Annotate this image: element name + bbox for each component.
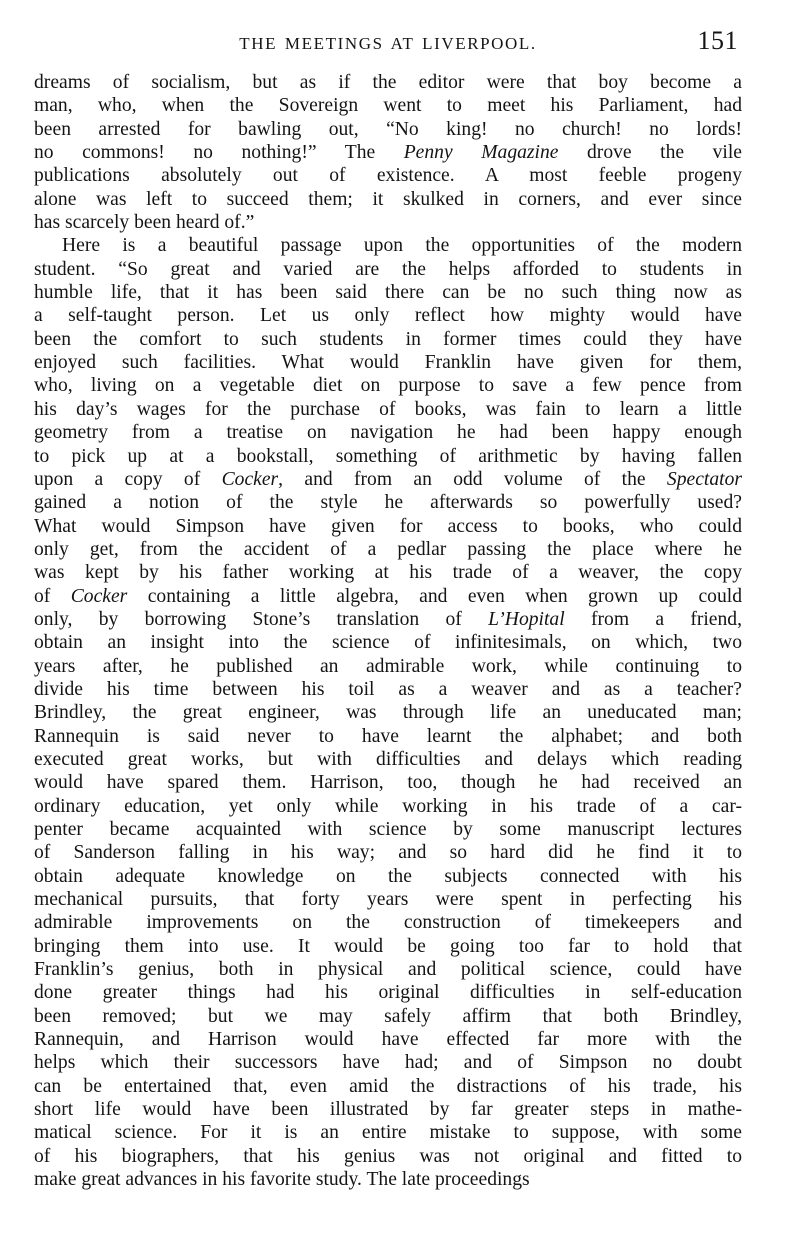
text-line: his day’s wages for the purchase of books, was fain to learn a little — [34, 398, 742, 420]
text-line: executed great works, but with difficulties and delays which reading — [34, 748, 742, 770]
text-line: would have spared them. Harrison, too, though he had received an — [34, 772, 742, 794]
text-line: obtain an insight into the science of infinitesimals, on which, two — [34, 632, 742, 654]
text-line: been removed; but we may safely affirm that both Brindley, — [34, 1005, 742, 1027]
page-number: 151 — [697, 26, 738, 55]
text-line: alone was left to succeed them; it skulked in corners, and ever since — [34, 188, 742, 210]
text-line: admirable improvements on the construction of timekeepers and — [34, 912, 742, 934]
text-line: helps which their successors have had; and of Simpson no doubt — [34, 1052, 742, 1074]
text-line: Brindley, the great engineer, was through life an uneducated man; — [34, 702, 742, 724]
paragraph — [34, 234, 742, 1191]
text-line: ordinary education, yet only while working in his trade of a car- — [34, 795, 742, 817]
text-line: can be entertained that, even amid the distractions of his trade, his — [34, 1075, 742, 1097]
text-line: has scarcely been heard of.” — [34, 212, 255, 234]
text-line: student. “So great and varied are the helps afforded to students in — [34, 258, 742, 280]
running-head — [34, 26, 742, 62]
text-line: been arrested for bawling out, “No king! no church! no lords! — [34, 118, 742, 140]
text-line: no commons! no nothing!” The Penny Magazine drove the vile — [34, 142, 742, 164]
text-line: enjoyed such facilities. What would Franklin have given for them, — [34, 352, 742, 374]
text-line: man, who, when the Sovereign went to meet his Parliament, had — [34, 95, 742, 117]
text-line: a self-taught person. Let us only reflect how mighty would have — [34, 305, 742, 327]
text-line: publications absolutely out of existence. A most feeble progeny — [34, 165, 742, 187]
text-line: mechanical pursuits, that forty years were spent in perfecting his — [34, 889, 742, 911]
paragraph — [34, 71, 742, 234]
text-line: humble life, that it has been said there can be no such thing now as — [34, 282, 742, 304]
text-line: of Cocker containing a little algebra, and even when grown up could — [34, 585, 742, 607]
text-line: upon a copy of Cocker, and from an odd volume of the Spectator — [34, 468, 742, 490]
text-line: Rannequin is said never to have learnt the alphabet; and both — [34, 725, 742, 747]
text-line: who, living on a vegetable diet on purpose to save a few pence from — [34, 375, 742, 397]
text-line: years after, he published an admirable work, while continuing to — [34, 655, 742, 677]
text-line: done greater things had his original difficulties in self-education — [34, 982, 742, 1004]
text-line: make great advances in his favorite study. The late proceedings — [34, 1169, 530, 1191]
text-line: Here is a beautiful passage upon the opportunities of the modern — [62, 235, 742, 257]
text-line: matical science. For it is an entire mistake to suppose, with some — [34, 1122, 742, 1144]
text-line: only get, from the accident of a pedlar passing the place where he — [34, 538, 742, 560]
text-line: obtain adequate knowledge on the subjects connected with his — [34, 865, 742, 887]
text-line: divide his time between his toil as a weaver and as a teacher? — [34, 678, 742, 700]
text-line: only, by borrowing Stone’s translation of L’Hopital from a friend, — [34, 608, 742, 630]
text-line: penter became acquainted with science by some manuscript lectures — [34, 819, 742, 840]
running-title: THE MEETINGS AT LIVERPOOL. — [239, 34, 537, 53]
text-line: geometry from a treatise on navigation he had been happy enough — [34, 422, 742, 444]
text-line: been the comfort to such students in former times could they have — [34, 328, 742, 350]
text-line: was kept by his father working at his trade of a weaver, the copy — [34, 562, 742, 584]
text-line: Franklin’s genius, both in physical and political science, could have — [34, 959, 742, 981]
text-line: bringing them into use. It would be going too far to hold that — [34, 935, 742, 957]
text-line: dreams of socialism, but as if the editor were that boy become a — [34, 72, 742, 93]
text-line: gained a notion of the style he afterwards so powerfully used? — [34, 492, 742, 514]
text-line: of Sanderson falling in his way; and so hard did he find it to — [34, 842, 742, 864]
text-line: to pick up at a bookstall, something of arithmetic by having fallen — [34, 445, 742, 467]
text-line: short life would have been illustrated by far greater steps in mathe- — [34, 1099, 742, 1121]
body-text — [34, 71, 742, 1192]
text-line: Rannequin, and Harrison would have effected far more with the — [34, 1029, 742, 1051]
text-line: What would Simpson have given for access to books, who could — [34, 515, 742, 537]
text-line: of his biographers, that his genius was not original and fitted to — [34, 1145, 742, 1167]
